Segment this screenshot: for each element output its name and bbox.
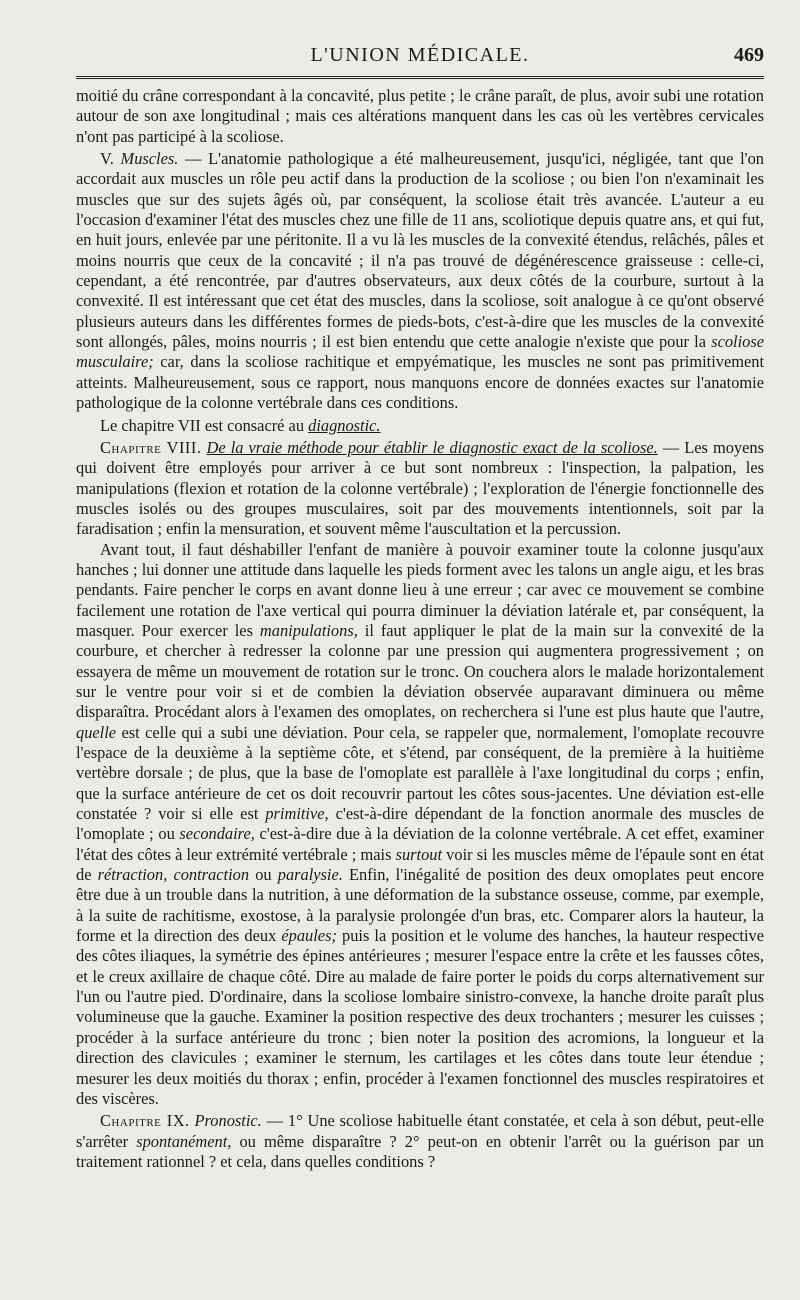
page-number: 469 [734,44,764,66]
exam-italic-primitive: primitive, [265,804,329,824]
chapter-ix-title: Pronostic. [194,1111,262,1131]
exam-text-1: Avant tout, il faut déshabiller l'enfant de manière à pouvoir examiner toute la colonne jusqu'aux hanches ; lui donner une attitude dans laquelle les pieds forment avec les talons un angle aigu, et les bras pendants. Faire pencher le corps en avant donne lieu à une erreur ; car avec ce mouvement se combine facilement une rotation de l'axe vertical qui pourra diminuer la déviation latérale et, par conséquent, la masquer. Pour exercer les [76,539,764,640]
chapter-vii-text: Le chapitre VII est consacré au [100,415,309,435]
exam-text-9: puis la position et le volume des hanches, la hauteur respective des côtes iliaques, la symétrie des épines antérieures ; mesurer l'espace entre la crête et les fausses côtes, et le creux axillaire de chaque côté. Dire au malade de faire porter le poids du corps alternativement sur l'un ou l'autre pied. D'ordinaire, dans la scoliose lombaire sinistro-convexe, la hanche droite paraît plus volumineuse que la gauche. Examiner la position respective des deux trochanters ; mesurer les cuisses ; procéder à la surface antérieure du tronc ; bien noter la position des acromions, la longueur et la direction des clavicules ; examiner le sternum, les cartilages et les côtes dans toute leur étendue ; mesurer les deux moitiés du thorax ; enfin, procéder à l'examen fonctionnel des muscles respiratoires et des viscères. [76,926,764,1108]
exam-text-7: ou [249,865,278,885]
chapter-ix-text-1: — 1° Une scoliose habituelle étant constatée, et cela à son début, peut-elle s'arrêter [76,1111,764,1151]
paragraph-muscles-text-2: car, dans la scoliose rachitique et empyématique, les muscles ne sont pas primitivement atteints. Malheureusement, sous ce rapport, nous manquons encore de données exactes sur l'anatomie pathologique de la colonne vertébrale dans ces conditions. [76,352,764,413]
exam-italic-manipulations: manipulations, [259,620,358,640]
chapter-viii-label: Chapitre VIII. [100,437,202,457]
running-title: L'UNION MÉDICALE. [310,44,530,66]
paragraph-chapter-ix [76,1111,764,1172]
chapter-viii-title: De la vraie méthode pour établir le diagnostic exact de la scoliose. [206,437,658,457]
header-rule [76,76,764,79]
exam-text-8: Enfin, l'inégalité de position des deux omoplates peut encore être due à un trouble dans la nutrition, à une déformation de la substance osseuse, comme, par exemple, à la suite de rachitisme, exostose, à la paralysie prolongée d'un bras, etc. Comparer alors la hauteur, la forme et la direction des deux [76,865,764,946]
paragraph-examination [76,540,764,1110]
chapter-viii-text: — Les moyens qui doivent être employés pour arriver à ce but sont nombreux : l'inspection, la palpation, les manipulations (flexion et rotation de la colonne vertébrale) ; l'exploration de l'énergie fonctionnelle des muscles isolés ou des groupes musculaires, soit par des mouvements intentionnels, soit par la faradisation ; enfin la mensuration, et souvent même l'auscultation et la percussion. [76,437,764,539]
section-number: V. [100,149,114,169]
exam-italic-surtout: surtout [395,844,443,864]
exam-italic-quelle: quelle [76,722,117,742]
paragraph-chapter-vii [76,416,764,436]
exam-text-2: il faut appliquer le plat de la main sur la convexité de la courbure, et chercher à redresser la colonne par une pression qui augmentera progressivement ; on essayera de même un mouvement de rotation sur le tronc. On couchera alors le malade horizontalement sur le ventre pour voir si et de combien la déviation observée auparavant diminuera ou même disparaîtra. Procédant alors à l'examen des omoplates, on recherchera si l'une est plus haute que l'autre, [76,620,764,722]
paragraph-muscles [76,149,764,413]
paragraph-skull [76,86,764,147]
exam-text-6: voir si les muscles même de l'épaule sont en état de [76,844,764,885]
italic-diagnostic: diagnostic. [308,415,381,435]
body-text [76,86,764,1172]
page-header [76,44,764,74]
paragraph-muscles-text: — L'anatomie pathologique a été malheureusement, jusqu'ici, négligée, tant que l'on accordait aux muscles un rôle peu actif dans la production de la scoliose ; ou bien l'on n'examinait les muscles que sur des sujets âgés où, par conséquent, la scoliose était très avancée. L'auteur a eu l'occasion d'examiner l'état des muscles chez une fille de 11 ans, scoliotique depuis quatre ans, et qui fut, en huit jours, enlevée par une péritonite. Il a vu là les muscles de la convexité étendus, relâchés, pâles et moins nourris que ceux de la concavité ; il n'a pas trouvé de dégénérescence graisseuse : celle-ci, cependant, a été rencontrée, par d'autres observateurs, aux deux côtés de la courbure, surtout à la convexité. Il est intéressant que cet état des muscles, dans la scoliose, soit analogue à ce qu'ont observé plusieurs auteurs dans les différentes formes de pieds-bots, c'est-à-dire que les muscles de la convexité sont allongés, pâles, moins nourris ; il est bien entendu que cette analogie n'existe que pour la [76,149,764,352]
exam-italic-secondaire: secondaire, [179,824,255,844]
exam-text-5: c'est-à-dire due à la déviation de la colonne vertébrale. A cet effet, examiner l'état des côtes à leur extrémité vertébrale ; mais [76,824,764,864]
paragraph-skull-text: moitié du crâne correspondant à la concavité, plus petite ; le crâne paraît, de plus, avoir subi une rotation autour de son axe longitudinal ; mais ces altérations manquent dans les cas où les vertèbres cervicales n'ont pas participé à la scoliose. [76,86,764,146]
exam-italic-epaules: épaules; [281,926,337,946]
exam-text-3: est celle qui a subi une déviation. Pour cela, se rappeler que, normalement, l'omoplate recouvre l'espace de la deuxième à la septième côte, et s'étend, par conséquent, de la première à la huitième vertèbre dorsale ; de plus, que la base de l'omoplate est parallèle à l'axe longitudinal du corps ; enfin, que la surface antérieure de cet os doit recouvrir partout les côtes sous-jacentes. Une déviation est-elle constatée ? voir si elle est [76,722,764,824]
section-title-muscles: Muscles. [120,149,179,169]
chapter-ix-italic-spontanement: spontanément, [136,1131,232,1151]
italic-scoliose-musculaire: scoliose musculaire; [76,332,764,372]
exam-text-4: c'est-à-dire dépendant de la fonction anormale des muscles de l'omoplate ; ou [76,804,764,844]
exam-italic-retraction: rétraction, contraction [97,865,250,885]
exam-italic-paralysie: paralysie. [277,865,343,885]
chapter-ix-label: Chapitre IX. [100,1111,190,1131]
paragraph-chapter-viii [76,438,764,540]
chapter-ix-text-2: ou même disparaître ? 2° peut-on en obtenir l'arrêt ou la guérison par un traitement rationnel ? et cela, dans quelles conditions ? [76,1131,765,1171]
